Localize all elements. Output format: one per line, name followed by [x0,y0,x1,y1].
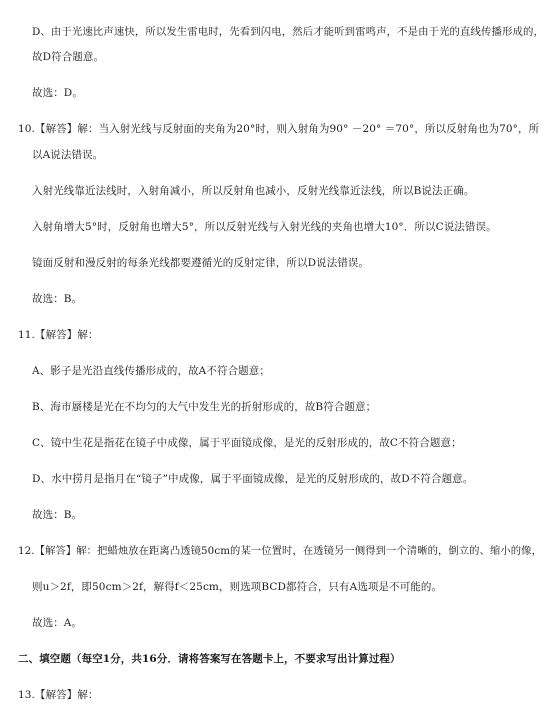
text-line-q13-heading: 13.【解答】解： [18,689,99,701]
text-line-q10-solution: 10.【解答】解：当入射光线与反射面的夹角为20°时，则入射角为90° －20° ＝70°，所以反射角也为70°，所 [18,123,540,135]
text-line-q11-d: D、水中捞月是指月在“镜子”中成像，属于平面镜成像，是光的反射形成的，故D不符合题意。 [32,473,474,485]
text-line-q11-b: B、海市蜃楼是光在不均匀的大气中发生光的折射形成的，故B符合题意； [32,401,377,413]
text-line-d-conclusion: 故D符合题意。 [32,51,105,63]
text-line-q10-a-wrong: 以A说法错误。 [32,149,104,161]
text-line-answer-11: 故选：B。 [32,509,83,521]
text-line-answer-10: 故选：B。 [32,293,83,305]
text-line-answer-12: 故选：A。 [32,617,83,629]
text-line-q10-d-wrong: 镜面反射和漫反射的每条光线都要遵循光的反射定律，所以D说法错误。 [32,257,370,269]
text-line-q12-derivation: 则u＞2f，即50cm＞2f，解得f＜25cm，则选项BCD都符合，只有A选项是不可能的。 [32,581,443,593]
text-line-answer-9: 故选：D。 [32,87,83,99]
text-line-q11-a: A、影子是光沿直线传播形成的，故A不符合题意； [32,365,270,377]
text-line-q11-c: C、镜中生花是指花在镜子中成像，属于平面镜成像，是光的反射形成的，故C不符合题意； [32,437,462,449]
text-line-q12-solution: 12.【解答】解：把蜡烛放在距离凸透镜50cm的某一位置时，在透镜另一侧得到一个清晰的，倒立的、缩小的像， [18,545,542,557]
section-heading-fill-in: 二、填空题（每空1分，共16分．请将答案写在答题卡上，不要求写出计算过程） [18,653,401,665]
text-line-q11-heading: 11.【解答】解： [18,329,99,341]
text-line-option-d-explanation: D、由于光速比声速快，所以发生雷电时，先看到闪电，然后才能听到雷鸣声，不是由于光的直线传播形成的， [32,26,544,38]
text-line-q10-c-wrong: 入射角增大5°时，反射角也增大5°，所以反射光线与入射光线的夹角也增大10°．所以C说法错误。 [32,221,497,233]
text-line-q10-b-correct: 入射光线靠近法线时，入射角减小，所以反射角也减小，反射光线靠近法线，所以B说法正确。 [32,185,475,197]
